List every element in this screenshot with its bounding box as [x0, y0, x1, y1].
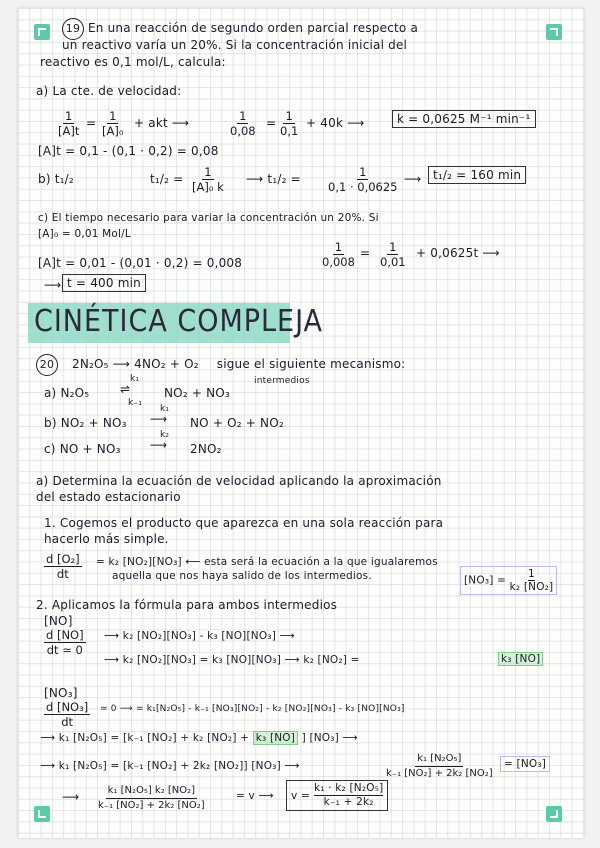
dno-rhs: ⟶ k₂ [NO₂][NO₃] - k₃ [NO][NO₃] ⟶ — [104, 630, 295, 642]
p20-part-a-l2: del estado estacionario — [36, 490, 181, 504]
step-b-arrow: ⟶ — [150, 412, 168, 426]
part-c-l1: c) El tiempo necesario para variar la concentración un 20%. Si — [38, 212, 379, 224]
problem20-mechanism: sigue el siguiente mecanismo: — [216, 357, 406, 371]
thalf-lhs: t₁/₂ = — [150, 172, 184, 186]
part-c-l2: [A]₀ = 0,01 Mol/L — [38, 228, 131, 240]
step-b-lhs: b) NO₂ + NO₃ — [44, 416, 127, 430]
problem19-statement-l2: un reactivo varía un 20%. Si la concentración inicial del — [62, 38, 408, 52]
c-arrow: ⟶ — [44, 278, 62, 292]
step-a-k: k₁ — [130, 374, 140, 384]
p20-part-a-l1: a) Determina la ecuación de velocidad aplicando la aproximación — [36, 474, 442, 488]
step1-l2: hacerlo más simple. — [44, 532, 169, 546]
dno3-frac: $\frac{\text{d [NO₃]}}{dt}$ — [46, 700, 89, 729]
dno-result: k₃ [NO] — [498, 652, 543, 666]
step-a-km: k₋₁ — [128, 398, 143, 408]
part-a-label: a) La cte. de velocidad: — [36, 84, 182, 98]
no-label: [NO] — [44, 614, 73, 628]
line-x-end: ] [NO₃] ⟶ — [301, 732, 358, 744]
step1-l1: 1. Cogemos el producto que aparezca en una sola reacción para — [44, 516, 444, 530]
dno3-rhs: ≃ 0 ⟶ = k₁[N₂O₅] - k₋₁ [NO₃][NO₂] - k₂ [NO₂][NO₃] - k₃ [NO][NO₃] — [100, 704, 405, 714]
c-frac1: $\frac{1}{0,008}$ — [322, 240, 355, 269]
no3-box — [460, 566, 557, 595]
line-x — [40, 732, 358, 744]
problem20-header — [36, 354, 405, 376]
problem19-statement-l3: reactivo es 0,1 mol/L, calcula: — [40, 55, 226, 69]
conc-line: [A]t = 0,1 - (0,1 · 0,2) = 0,08 — [38, 144, 219, 158]
part-b-label: b) t₁/₂ — [38, 172, 74, 186]
corner-tl-icon — [34, 24, 50, 40]
corner-tr-icon — [546, 24, 562, 40]
rate-note: aquella que nos haya salido de los intermedios. — [112, 570, 372, 582]
no3-lhs: [NO₃] = — [464, 574, 507, 587]
thalf-arrow2: ⟶ — [404, 172, 422, 186]
dno-l2: ⟶ k₂ [NO₂][NO₃] = k₃ [NO][NO₃] ⟶ k₂ [NO₂] = — [104, 654, 360, 666]
step-b-k: k₁ — [160, 404, 170, 414]
eq1-lhs-frac: $\frac{1}{[A]t}$ — [58, 109, 80, 138]
rate-rhs: = k₂ [NO₂][NO₃] ⟵ esta será la ecuación a la que igualaremos — [96, 556, 438, 568]
dno-frac: $\frac{d [NO]}{dt ≃ 0}$ — [46, 628, 84, 657]
thalf-arrow: ⟶ t₁/₂ = — [246, 172, 301, 186]
line-y-frac: $\frac{\text{k₁ [N₂O₅]}}{\text{k₋₁ [NO₂] + 2k₂ [NO₂]}}$ — [386, 753, 493, 779]
problem20-reaction: 2N₂O₅ ⟶ 4NO₂ + O₂ — [72, 357, 199, 371]
c-conc: [A]t = 0,01 - (0,01 · 0,2) = 0,008 — [38, 256, 243, 270]
final-arrow: ⟶ — [62, 790, 80, 804]
no3-label: [NO₃] — [44, 686, 78, 700]
t-result: t = 400 min — [62, 274, 146, 292]
final-frac: $\frac{\text{k₁ [N₂O₅] k₂ [NO₂]}}{\text{k₋₁ [NO₂] + 2k₂ [NO₂]}}$ — [98, 785, 205, 811]
final-mid: = v ⟶ — [236, 790, 274, 802]
eq1-rest: + akt ⟶ — [134, 116, 190, 130]
step-c-k: k₂ — [160, 430, 170, 440]
step-c-rhs: 2NO₂ — [190, 442, 222, 456]
step2: 2. Aplicamos la fórmula para ambos intermedios — [36, 598, 338, 612]
step-a-lhs: a) N₂O₅ — [44, 386, 90, 400]
final-v-frac: $\frac{\text{k₁ · k₂ [N₂O₅]}}{\text{k₋₁ + 2k₂}}$ — [313, 782, 384, 808]
rate-frac: $\frac{\text{d [O₂]}}{dt}$ — [46, 552, 80, 581]
eq2-eq: = — [266, 116, 277, 130]
corner-bl-icon — [34, 806, 50, 822]
final-v: v = — [291, 789, 310, 802]
corner-br-icon — [546, 806, 562, 822]
step-a-arrows: ⇌ — [120, 382, 131, 396]
c-rest: + 0,0625t ⟶ — [416, 246, 500, 260]
k-result: k = 0,0625 M⁻¹ min⁻¹ — [392, 110, 536, 128]
line-x-hl: k₃ [NO] — [253, 731, 298, 745]
step-a-rhs: NO₂ + NO₃ — [164, 386, 230, 400]
line-x-main: ⟶ k₁ [N₂O₅] = [k₋₁ [NO₂] + k₂ [NO₂] + — [40, 732, 250, 744]
thalf-frac: $\frac{1}{\text{[A]₀ k}}$ — [192, 165, 224, 194]
thalf-result: t₁/₂ = 160 min — [428, 166, 526, 184]
line-y-end: = [NO₃] — [500, 756, 550, 772]
problem19-number: 19 — [62, 18, 84, 40]
thalf2-frac: $\frac{1}{0,1 \cdot 0,0625}$ — [328, 165, 398, 194]
eq1-mid-frac: $\frac{1}{\text{[A]₀}}$ — [102, 109, 124, 138]
step-c-lhs: c) NO + NO₃ — [44, 442, 121, 456]
problem20-number: 20 — [36, 354, 58, 376]
c-frac2: $\frac{1}{0,01}$ — [380, 240, 406, 269]
eq1-eq: = — [86, 116, 97, 130]
eq2-b-frac: $\frac{1}{0,1}$ — [280, 109, 299, 138]
intermedios-note: intermedios — [254, 376, 310, 386]
no3-frac: $\frac{1}{\text{k₂ [NO₂]}}$ — [509, 568, 554, 593]
final-result-box — [286, 780, 388, 811]
step-c-arrow: ⟶ — [150, 438, 168, 452]
section-title: CINÉTICA COMPLEJA — [34, 304, 323, 339]
c-eq: = — [360, 246, 371, 260]
eq2-rest: + 40k ⟶ — [306, 116, 365, 130]
problem19-header — [62, 18, 418, 40]
step-b-rhs: NO + O₂ + NO₂ — [190, 416, 284, 430]
line-y: ⟶ k₁ [N₂O₅] = [k₋₁ [NO₂] + 2k₂ [NO₂]] [NO₃] ⟶ — [40, 760, 300, 772]
eq2-a-frac: $\frac{1}{0,08}$ — [230, 109, 256, 138]
problem19-statement-l1: En una reacción de segundo orden parcial respecto a — [88, 21, 419, 35]
